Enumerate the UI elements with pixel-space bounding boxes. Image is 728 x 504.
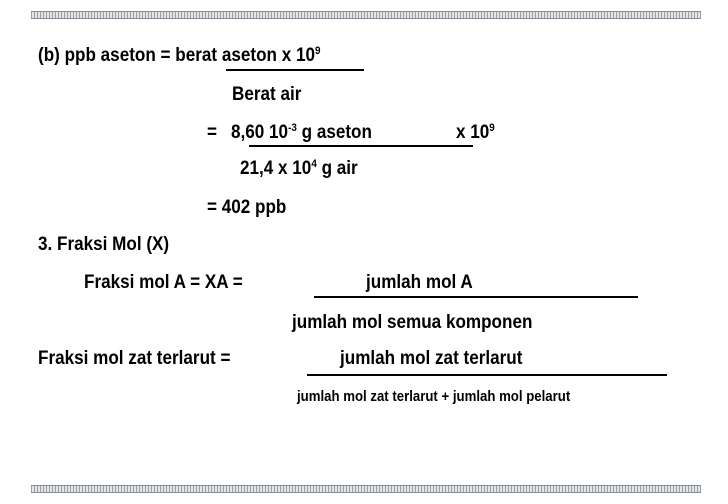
aseton-mass-numerator	[231, 123, 372, 142]
multiplier	[456, 123, 495, 142]
berat-air-denominator: Berat air	[232, 84, 302, 105]
fraksi-terlarut-denominator: jumlah mol zat terlarut + jumlah mol pelarut	[297, 388, 571, 405]
fraksi-mol-a-numerator: jumlah mol A	[366, 272, 473, 293]
air-mass-exponent: 4	[311, 158, 317, 170]
multiplier-base: x 10	[456, 122, 490, 143]
air-mass-unit: g air	[316, 158, 358, 179]
multiplier-exponent: 9	[489, 122, 495, 134]
ppb-result: = 402 ppb	[207, 197, 287, 218]
air-mass-value: 21,4 x 10	[240, 158, 312, 179]
fraksi-mol-a-label: Fraksi mol A = XA =	[84, 272, 243, 293]
aseton-mass-unit: g aseton	[296, 122, 372, 143]
fraction-bar-3	[314, 296, 638, 298]
ppb-aseton-line	[38, 46, 321, 65]
aseton-mass-exponent: -3	[288, 122, 297, 134]
fraksi-terlarut-numerator: jumlah mol zat terlarut	[340, 348, 523, 369]
fraction-bar-4	[307, 374, 667, 376]
fraksi-mol-a-denominator: jumlah mol semua komponen	[292, 312, 533, 333]
ppb-aseton-numerator: erat aseton x 10	[185, 45, 316, 66]
bottom-border	[31, 485, 701, 493]
top-border	[31, 11, 701, 19]
ppb-aseton-exponent: 9	[315, 45, 321, 57]
section-heading-fraksi-mol: 3. Fraksi Mol (X)	[38, 234, 170, 255]
ppb-aseton-label: (b) ppb aseton = b	[38, 45, 186, 66]
aseton-mass-value: 8,60 10	[231, 122, 289, 143]
fraction-bar-1	[226, 69, 364, 71]
fraksi-terlarut-label: Fraksi mol zat terlarut =	[38, 348, 231, 369]
equals-sign: =	[207, 122, 217, 143]
air-mass-denominator	[240, 159, 358, 178]
fraction-bar-2	[249, 145, 473, 147]
